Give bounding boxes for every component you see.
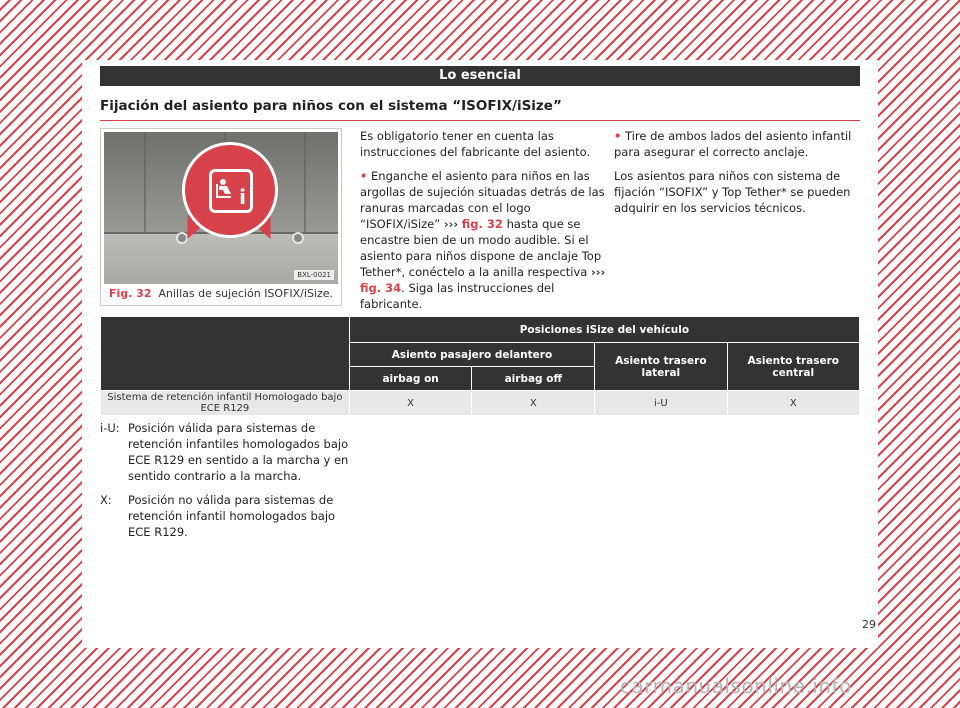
- seat-seam: [144, 132, 146, 240]
- table-cell: X: [727, 391, 859, 416]
- legend-text: Posición no válida para sistemas de retención infantil homologados bajo ECE R129.: [128, 493, 336, 539]
- anchor-ring-right: [292, 232, 304, 244]
- seat-seam: [304, 132, 306, 240]
- table-corner-cell: [101, 317, 350, 391]
- isofix-photo: [104, 132, 338, 284]
- table-row: [101, 391, 860, 416]
- table-header-airbag-on: airbag on: [349, 367, 472, 391]
- table-cell: X: [349, 391, 472, 416]
- table-cell: X: [472, 391, 595, 416]
- bullet-item: [360, 168, 606, 312]
- photo-code: BXL-0021: [294, 270, 334, 280]
- table-row-label: Sistema de retención infantil Homologado bajo ECE R129: [101, 391, 350, 416]
- legend-item: [100, 492, 350, 540]
- figure-reference-link[interactable]: fig. 32: [461, 217, 503, 231]
- table-cell: i-U: [595, 391, 727, 416]
- table-header-rear-lateral: Asiento trasero lateral: [595, 343, 727, 391]
- bullet-item: [614, 128, 860, 160]
- bullet-text: Enganche el asiento para niños en las argollas de sujeción situadas detrás de las ranuras marcadas con el logo “ISOFIX/iSize”: [360, 169, 605, 231]
- isofix-logo-letter: i: [239, 185, 246, 209]
- chapter-header: Lo esencial: [100, 66, 860, 86]
- legend-key: i-U:: [100, 421, 120, 435]
- section-title: Fijación del asiento para niños con el sistema “ISOFIX/iSize”: [100, 98, 860, 121]
- figure-label: Fig. 32: [109, 287, 152, 300]
- table-header-front: Asiento pasajero delantero: [349, 343, 594, 367]
- page-number: 29: [862, 618, 876, 631]
- paragraph: Es obligatorio tener en cuenta las instrucciones del fabricante del asiento.: [360, 129, 591, 159]
- table-group-header: Posiciones iSize del vehículo: [349, 317, 859, 343]
- reference-arrows-icon: ›››: [443, 217, 459, 231]
- text-column-1: [360, 128, 606, 320]
- bullet-text: hasta que se encastre bien de un modo audible. Si el asiento para niños dispone de anclaje Top Tether*, conéctelo a la anilla respectiva: [360, 217, 602, 279]
- isofix-callout: [182, 142, 278, 238]
- text-column-2: [614, 128, 860, 224]
- bullet-icon: •: [614, 129, 622, 143]
- table-header-rear-central: Asiento trasero central: [727, 343, 859, 391]
- table-header-airbag-off: airbag off: [472, 367, 595, 391]
- bullet-icon: •: [360, 169, 368, 183]
- table-legend: [100, 420, 350, 548]
- child-seat-icon: [215, 178, 237, 200]
- legend-text: Posición válida para sistemas de retención infantiles homologados bajo ECE R129 en sentido a la marcha y en sentido contrario a la marcha.: [128, 421, 349, 483]
- watermark: carmanualsonline.info: [620, 674, 852, 698]
- isize-positions-table: [100, 316, 860, 416]
- paragraph: Los asientos para niños con sistema de fijación “ISOFIX” y Top Tether* se pueden adquirir en los servicios técnicos.: [614, 169, 851, 215]
- legend-key: X:: [100, 493, 112, 507]
- figure-caption: [109, 287, 333, 300]
- reference-arrows-icon: ›››: [591, 265, 606, 279]
- bullet-text: Tire de ambos lados del asiento infantil para asegurar el correcto anclaje.: [614, 129, 852, 159]
- figure-caption-text: Anillas de sujeción ISOFIX/iSize.: [158, 287, 334, 300]
- figure-reference-link[interactable]: fig. 34: [360, 281, 402, 295]
- legend-item: [100, 420, 350, 484]
- isofix-logo-icon: [209, 169, 253, 213]
- figure-32: [100, 128, 342, 306]
- bullet-text: . Siga las instrucciones del fabricante.: [360, 281, 555, 311]
